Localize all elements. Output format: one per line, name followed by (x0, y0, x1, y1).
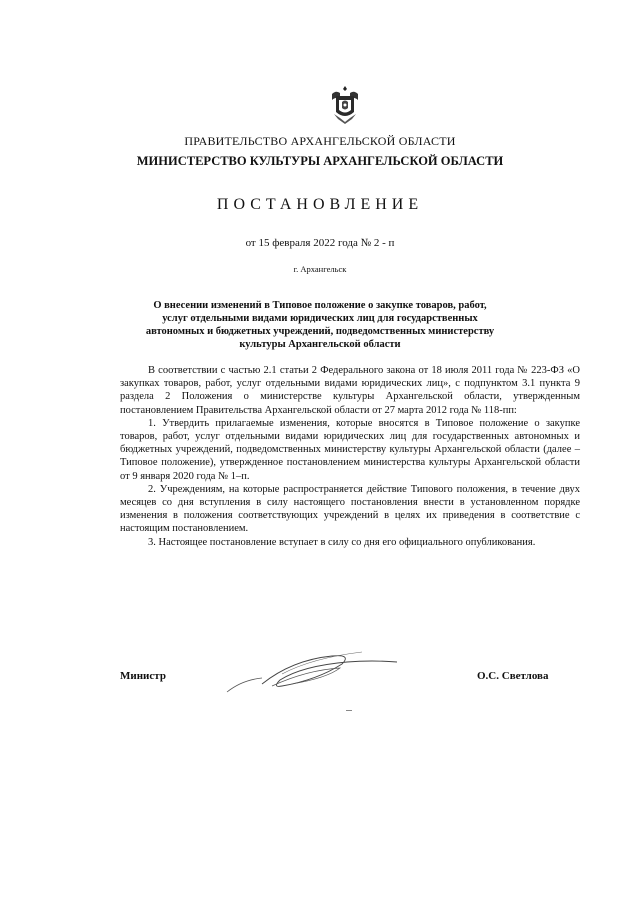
preamble-paragraph: В соответствии с частью 2.1 статьи 2 Федерального закона от 18 июля 2011 года № 223-ФЗ «О закупках товаров, работ, услуг отдельными видами юридических лиц», с подпунктом 3.1 пункта 9 раздела 2 Положения о министерстве культуры Архангельской области, утвержденным постановлением Правительства Архангельской области от 27 марта 2012 года № 118-пп: (120, 365, 580, 416)
title-line: услуг отдельными видами юридических лиц для государственных (162, 313, 478, 324)
clause-paragraph: 3. Настоящее постановление вступает в силу со дня его официального опубликования. (148, 536, 536, 548)
clause-paragraph: 2. Учреждениям, на которые распространяется действие Типового положения, в течение двух месяцев со дня вступления в силу настоящего постановления внести в установленном порядке изменения в положения соответствующих учреждений в целях их приведения в соответствие с настоящим постановлением. (120, 483, 580, 535)
handwritten-signature (222, 640, 412, 700)
title-line: автономных и бюджетных учреждений, подведомственных министерству (145, 326, 495, 337)
title-line: О внесении изменений в Типовое положение о закупке товаров, работ, (153, 300, 487, 311)
signatory-name: О.С. Светлова (477, 670, 549, 682)
city: г. Архангельск (293, 264, 347, 274)
title-line: культуры Архангельской области (239, 339, 401, 350)
document-title (0, 299, 640, 351)
clause-paragraph: 1. Утвердить прилагаемые изменения, которые вносятся в Типовое положение о закупке товаров, работ, услуг отдельными видами юридических лиц для государственных автономных и бюджетных учреждений, подведомственных министерству культуры Архангельской области (далее – Типовое положение), утвержденное постановлением министерства культуры Архангельской области от 9 января 2020 года № 1–п. (120, 417, 580, 482)
government-name: ПРАВИТЕЛЬСТВО АРХАНГЕЛЬСКОЙ ОБЛАСТИ (184, 134, 456, 148)
document-body (120, 364, 580, 549)
date-line: от 15 февраля 2022 года № 2 - п (245, 237, 395, 249)
ministry-name: МИНИСТЕРСТВО КУЛЬТУРЫ АРХАНГЕЛЬСКОЙ ОБЛАСТИ (136, 154, 504, 168)
stray-mark (346, 710, 352, 711)
signatory-position: Министр (120, 670, 166, 682)
coat-of-arms-icon (326, 84, 364, 124)
document-type: ПОСТАНОВЛЕНИЕ (216, 196, 424, 213)
